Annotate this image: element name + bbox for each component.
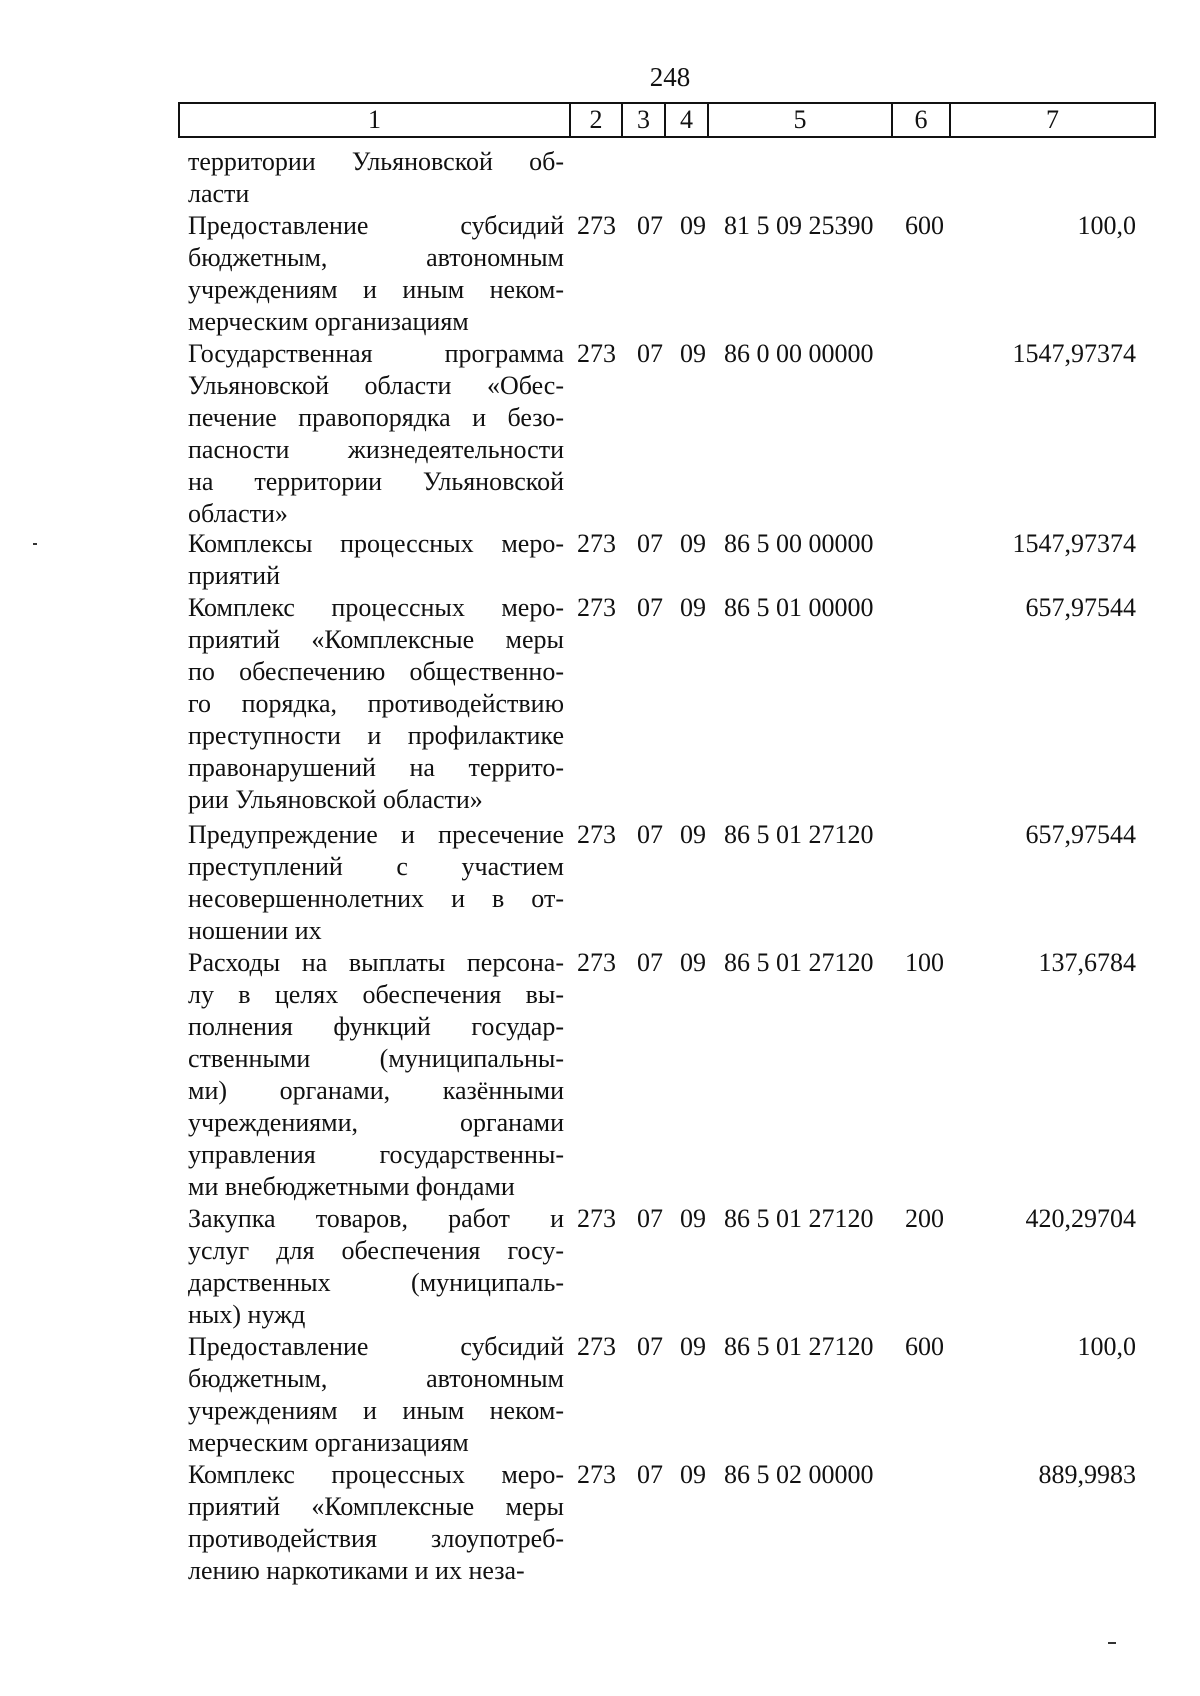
row-name [188, 210, 564, 338]
row-col-3: 07 [637, 948, 663, 977]
row-name-line: го порядка, противодействию [188, 689, 564, 718]
row-name-line: преступлений с участием [188, 852, 564, 881]
row-col-3: 07 [637, 339, 663, 368]
row-name-line: Комплекс процессных меро- [188, 1460, 564, 1489]
row-col-2: 273 [577, 948, 616, 977]
row-name-line: ласти [188, 179, 250, 208]
row-name [188, 528, 564, 592]
row-name-line: пасности жизнедеятельности [188, 435, 564, 464]
row-name-line: Ульяновской области «Обес- [188, 371, 564, 400]
row-col-4: 09 [680, 211, 706, 240]
row-col-3: 07 [637, 1204, 663, 1233]
row-name-line: мерческим организациям [188, 307, 469, 336]
row-col-7: 657,97544 [1025, 820, 1136, 849]
row-col-5: 86 5 01 27120 [724, 820, 874, 849]
row-name [188, 1203, 564, 1331]
header-col-4: 4 [666, 104, 709, 136]
row-name-line: Государственная программа [188, 339, 564, 368]
row-name-line: Комплексы процессных меро- [188, 529, 564, 558]
header-col-2: 2 [571, 104, 623, 136]
row-name-line: приятий «Комплексные меры [188, 625, 564, 654]
row-name-line: ственными (муниципальны- [188, 1044, 564, 1073]
row-name-line: Предупреждение и пресечение [188, 820, 564, 849]
row-col-4: 09 [680, 820, 706, 849]
row-col-2: 273 [577, 1204, 616, 1233]
scan-speck [33, 543, 37, 545]
row-name-line: правонарушений на террито- [188, 753, 564, 782]
row-col-7: 137,6784 [1038, 948, 1136, 977]
row-col-4: 09 [680, 1332, 706, 1361]
row-col-4: 09 [680, 339, 706, 368]
row-name [188, 819, 564, 947]
row-name [188, 338, 564, 530]
row-col-2: 273 [577, 529, 616, 558]
row-col-7: 1547,97374 [1012, 529, 1136, 558]
row-col-5: 86 0 00 00000 [724, 339, 874, 368]
row-name-line: учреждениям и иным неком- [188, 1396, 564, 1425]
page-number: 248 [649, 62, 691, 92]
row-name-line: Расходы на выплаты персона- [188, 948, 564, 977]
row-name-line: мерческим организациям [188, 1428, 469, 1457]
row-name-line: дарственных (муниципаль- [188, 1268, 564, 1297]
row-col-3: 07 [637, 1460, 663, 1489]
row-name-line: печение правопорядка и безо- [188, 403, 564, 432]
row-name-line: по обеспечению общественно- [188, 657, 564, 686]
row-name-line: преступности и профилактике [188, 721, 564, 750]
row-col-3: 07 [637, 211, 663, 240]
row-name-line: учреждениям и иным неком- [188, 275, 564, 304]
row-name-line: лу в целях обеспечения вы- [188, 980, 564, 1009]
row-col-6: 100 [905, 948, 944, 977]
row-name-line: несовершеннолетних и в от- [188, 884, 564, 913]
row-col-3: 07 [637, 1332, 663, 1361]
header-col-1: 1 [180, 104, 571, 136]
row-name-line: противодействия злоупотреб- [188, 1524, 564, 1553]
row-name-line: ношении их [188, 916, 322, 945]
row-col-7: 100,0 [1077, 1332, 1136, 1361]
row-name-line: приятий «Комплексные меры [188, 1492, 564, 1521]
row-col-5: 86 5 00 00000 [724, 529, 874, 558]
row-col-4: 09 [680, 529, 706, 558]
row-col-7: 657,97544 [1025, 593, 1136, 622]
row-name-line: Предоставление субсидий [188, 211, 564, 240]
row-name-line: Предоставление субсидий [188, 1332, 564, 1361]
scan-speck [1108, 1642, 1116, 1644]
row-name-line: ми) органами, казёнными [188, 1076, 564, 1105]
row-col-5: 86 5 01 27120 [724, 1204, 874, 1233]
row-col-5: 86 5 02 00000 [724, 1460, 874, 1489]
row-name-line: на территории Ульяновской [188, 467, 564, 496]
row-name-line: приятий [188, 561, 280, 590]
row-col-6: 200 [905, 1204, 944, 1233]
header-col-7: 7 [1046, 105, 1059, 134]
row-col-2: 273 [577, 1332, 616, 1361]
row-name-line: услуг для обеспечения госу- [188, 1236, 564, 1265]
row-col-3: 07 [637, 593, 663, 622]
row-col-6: 600 [905, 211, 944, 240]
row-col-3: 07 [637, 820, 663, 849]
row-col-4: 09 [680, 593, 706, 622]
row-col-2: 273 [577, 339, 616, 368]
row-name-line: лению наркотиками и их неза- [188, 1556, 525, 1585]
row-col-2: 273 [577, 211, 616, 240]
row-col-2: 273 [577, 1460, 616, 1489]
row-name-line: ных) нужд [188, 1300, 306, 1329]
header-col-3: 3 [623, 104, 666, 136]
row-name-line: области» [188, 499, 288, 528]
row-col-3: 07 [637, 529, 663, 558]
row-col-5: 86 5 01 27120 [724, 1332, 874, 1361]
row-name-line: ми внебюджетными фондами [188, 1172, 515, 1201]
row-name-line: бюджетным, автономным [188, 243, 564, 272]
row-name [188, 146, 564, 210]
header-col-5: 5 [709, 104, 893, 136]
row-col-7: 1547,97374 [1012, 339, 1136, 368]
row-col-5: 86 5 01 27120 [724, 948, 874, 977]
row-col-7: 100,0 [1077, 211, 1136, 240]
row-name-line: управления государственны- [188, 1140, 564, 1169]
row-name-line: Закупка товаров, работ и [188, 1204, 564, 1233]
row-col-7: 889,9983 [1038, 1460, 1136, 1489]
row-name-line: рии Ульяновской области» [188, 785, 483, 814]
row-name [188, 947, 564, 1203]
row-name-line: учреждениями, органами [188, 1108, 564, 1137]
row-col-4: 09 [680, 948, 706, 977]
row-col-6: 600 [905, 1332, 944, 1361]
row-col-5: 86 5 01 00000 [724, 593, 874, 622]
table-header [178, 102, 1156, 138]
row-col-4: 09 [680, 1204, 706, 1233]
row-col-2: 273 [577, 593, 616, 622]
row-name-line: бюджетным, автономным [188, 1364, 564, 1393]
row-col-7: 420,29704 [1025, 1204, 1136, 1233]
row-name [188, 1331, 564, 1459]
row-name-line: Комплекс процессных меро- [188, 593, 564, 622]
row-name-line: территории Ульяновской об- [188, 147, 564, 176]
row-col-4: 09 [680, 1460, 706, 1489]
row-col-2: 273 [577, 820, 616, 849]
row-name-line: полнения функций государ- [188, 1012, 564, 1041]
row-col-5: 81 5 09 25390 [724, 211, 874, 240]
row-name [188, 592, 564, 816]
row-name [188, 1459, 564, 1587]
header-col-6: 6 [893, 104, 951, 136]
